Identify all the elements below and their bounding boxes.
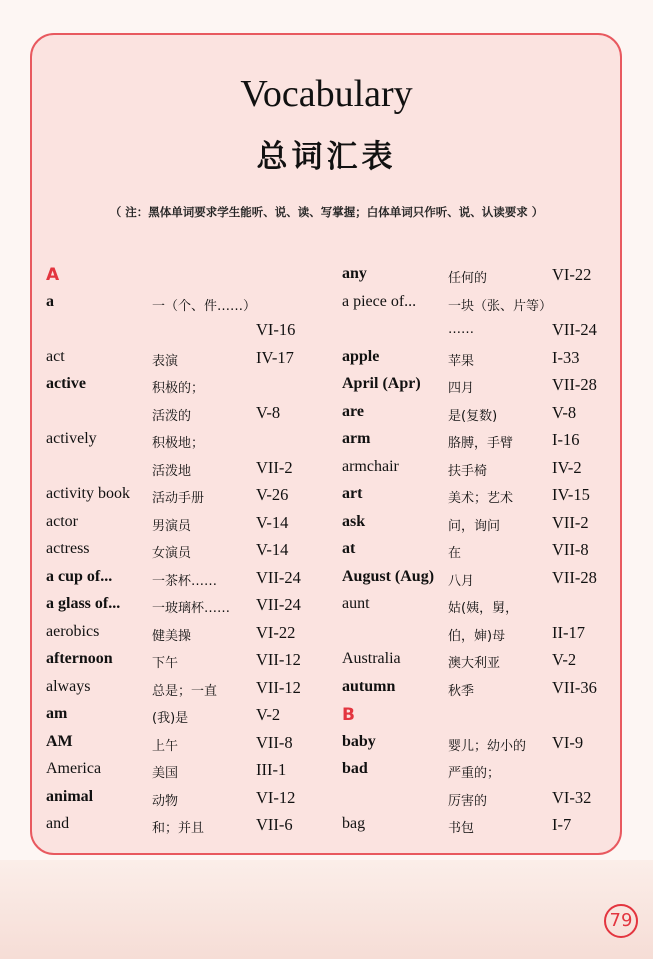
entry-word: August (Aug) [342, 567, 435, 585]
entry-meaning: 一块（张、片等） [448, 298, 553, 314]
entry-word: aunt [342, 595, 370, 612]
entry-meaning: 活动手册 [152, 491, 205, 506]
entry-meaning: …… [448, 322, 474, 337]
entry-unit: VII-8 [552, 540, 589, 559]
entry-unit: IV-15 [552, 485, 590, 504]
entry-meaning: 女演员 [152, 546, 192, 561]
entry-unit: IV-2 [552, 457, 582, 477]
entry-word: armchair [342, 457, 399, 475]
entry-word: apple [342, 347, 380, 365]
entry-unit: VII-36 [552, 677, 597, 697]
entry-word: are [342, 402, 364, 420]
entry-word: act [46, 347, 65, 365]
entry-word: always [46, 677, 91, 695]
entry-meaning: 伯，婶)母 [448, 628, 506, 644]
entry-word: America [46, 760, 102, 777]
entry-meaning: 积极的； [152, 381, 205, 396]
entry-word: April (Apr) [342, 375, 421, 392]
entry-meaning: 苹果 [448, 353, 475, 369]
entry-meaning: 男演员 [152, 518, 192, 534]
entry-word: bad [342, 760, 368, 777]
entry-unit: VII-12 [256, 650, 301, 669]
entry-unit: V-14 [256, 540, 289, 559]
entry-word: art [342, 485, 363, 502]
entry-word: and [46, 815, 70, 832]
entry-unit: VII-12 [256, 677, 301, 697]
entry-unit: I-7 [552, 815, 572, 834]
entry-unit: V-26 [256, 485, 289, 504]
entry-unit: VII-2 [256, 457, 293, 477]
entry-meaning: 姑(姨，舅， [448, 601, 519, 616]
entry-meaning: 胳膊，手臂 [448, 436, 514, 451]
page-number: 79 [604, 904, 638, 938]
entry-meaning: 表演 [152, 353, 179, 369]
entry-meaning: 婴儿；幼小的 [448, 738, 527, 754]
entry-meaning: 活泼地 [152, 463, 192, 479]
entry-word: autumn [342, 677, 396, 695]
entry-word: actress [46, 540, 90, 557]
entry-unit: VII-2 [552, 512, 589, 532]
entry-meaning: 问，询问 [448, 518, 501, 534]
entry-unit: I-33 [552, 347, 580, 367]
entry-meaning: 健美操 [152, 628, 192, 644]
entry-meaning: 是(复数) [448, 408, 498, 424]
entry-meaning: 厉害的 [448, 793, 488, 809]
entry-unit: V-8 [552, 402, 577, 422]
entry-meaning: 书包 [448, 821, 475, 836]
entry-meaning: 一（个、件……） [152, 298, 257, 314]
entry-word: afternoon [46, 650, 113, 667]
entry-word: a [46, 292, 54, 310]
entry-meaning: 一茶杯…… [152, 573, 218, 589]
entry-word: ask [342, 512, 366, 530]
entry-meaning: (我)是 [152, 711, 189, 726]
usage-note: （ 注：黑体单词要求学生能听、说、读、写掌握；白体单词只作听、说、认读要求 ） [109, 205, 544, 219]
entry-unit: VI-9 [552, 732, 584, 752]
entry-meaning: 澳大利亚 [448, 656, 501, 671]
section-letter-label: B [342, 705, 355, 725]
entry-unit: V-2 [256, 705, 281, 724]
entry-word: Australia [342, 650, 401, 667]
entry-meaning: 四月 [448, 381, 475, 396]
entry-word: actively [46, 430, 97, 447]
entry-meaning: 活泼的 [152, 408, 192, 424]
section-letter-label: A [46, 265, 60, 285]
entry-unit: VII-6 [256, 815, 293, 834]
entry-unit: VI-16 [256, 320, 296, 339]
entry-meaning: 上午 [152, 738, 179, 754]
entry-word: actor [46, 512, 78, 530]
entry-unit: I-16 [552, 430, 580, 449]
entry-unit: VII-24 [552, 320, 597, 339]
entry-meaning: 八月 [448, 573, 475, 589]
entry-word: a glass of... [46, 595, 121, 612]
entry-word: arm [342, 430, 371, 447]
entry-word: bag [342, 815, 366, 832]
entry-word: am [46, 705, 68, 722]
entry-unit: V-2 [552, 650, 577, 669]
entry-unit: VI-12 [256, 787, 296, 807]
entry-unit: VII-24 [256, 595, 301, 614]
entry-word: active [46, 375, 86, 392]
entry-meaning: 美国 [152, 766, 179, 781]
entry-meaning: 积极地； [152, 436, 205, 451]
entry-word: a piece of... [342, 292, 417, 310]
entry-word: a cup of... [46, 567, 113, 585]
page-subtitle: 总词汇表 [256, 139, 397, 175]
page-bottom-band [0, 860, 653, 959]
entry-word: at [342, 540, 356, 557]
entry-meaning: 扶手椅 [448, 463, 488, 479]
entry-unit: VII-28 [552, 567, 597, 587]
entry-meaning: 在 [448, 546, 462, 561]
entry-unit: VII-8 [256, 732, 293, 752]
entry-meaning: 任何的 [448, 271, 488, 286]
entry-unit: V-14 [256, 512, 289, 532]
entry-meaning: 一玻璃杯…… [152, 601, 231, 616]
entry-unit: VI-22 [552, 265, 592, 284]
page-title: Vocabulary [240, 73, 413, 115]
entry-unit: VII-28 [552, 375, 597, 394]
entry-unit: IV-17 [256, 347, 294, 367]
entry-meaning: 下午 [152, 656, 179, 671]
entry-unit: VI-32 [552, 787, 592, 807]
entry-word: any [342, 265, 367, 282]
entry-word: AM [46, 732, 73, 750]
entry-unit: VII-24 [256, 567, 301, 587]
entry-word: baby [342, 732, 376, 750]
entry-meaning: 和；并且 [152, 821, 205, 836]
entry-meaning: 秋季 [448, 683, 475, 699]
entry-meaning: 动物 [152, 793, 179, 809]
entry-unit: V-8 [256, 402, 281, 422]
entry-meaning: 总是；一直 [152, 683, 218, 699]
entry-word: aerobics [46, 622, 100, 640]
entry-unit: III-1 [256, 760, 287, 779]
entry-meaning: 美术；艺术 [448, 491, 514, 506]
entry-unit: VI-22 [256, 622, 296, 642]
entry-unit: II-17 [552, 622, 585, 642]
entry-meaning: 严重的； [448, 766, 501, 781]
entry-word: animal [46, 787, 94, 805]
entry-word: activity book [46, 485, 130, 502]
